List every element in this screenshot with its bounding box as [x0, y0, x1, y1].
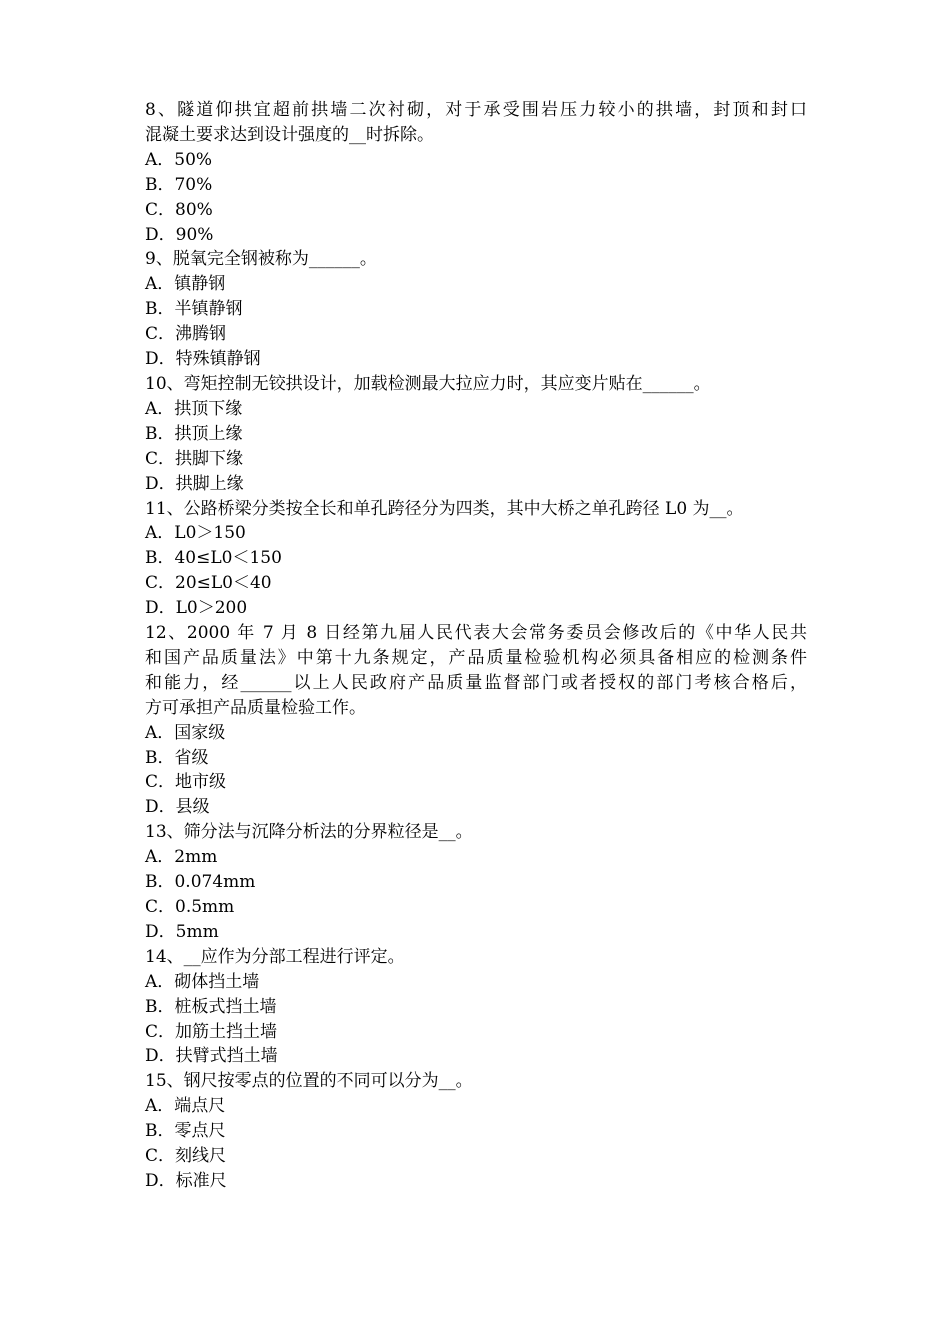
option-a: A．砌体挡土墙: [145, 971, 260, 992]
option-b: B．40≤L0＜150: [145, 548, 282, 569]
option-c: C．刻线尺: [145, 1146, 227, 1167]
option-c: C．拱脚下缘: [145, 448, 244, 469]
question-text: 方可承担产品质量检验工作。: [145, 697, 366, 718]
option-d: D．扶臂式挡土墙: [145, 1046, 278, 1067]
question-11: [145, 497, 807, 622]
option-a: A．50%: [145, 149, 213, 170]
question-text: 13、筛分法与沉降分析法的分界粒径是__。: [145, 822, 473, 843]
option-b: B．半镇静钢: [145, 299, 243, 320]
question-text: 9、脱氧完全钢被称为______。: [145, 249, 377, 270]
question-10: [145, 372, 807, 497]
option-d: D．L0＞200: [145, 598, 248, 619]
option-a: A．2mm: [145, 847, 218, 868]
question-15: [145, 1069, 807, 1194]
option-a: A．拱顶下缘: [145, 398, 243, 419]
option-b: B．桩板式挡土墙: [145, 996, 277, 1017]
question-text: 8、隧道仰拱宜超前拱墙二次衬砌，对于承受围岩压力较小的拱墙，封顶和封口: [145, 100, 807, 120]
option-d: D．拱脚上缘: [145, 473, 244, 494]
question-13: [145, 820, 807, 945]
question-text: 和国产品质量法》中第十九条规定，产品质量检验机构必须具备相应的检测条件: [145, 647, 807, 668]
option-d: D．标准尺: [145, 1170, 227, 1191]
question-text: 15、钢尺按零点的位置的不同可以分为__。: [145, 1071, 473, 1092]
option-a: A．镇静钢: [145, 274, 226, 295]
option-b: B．零点尺: [145, 1121, 226, 1142]
option-c: C．0.5mm: [145, 897, 235, 917]
option-a: A．国家级: [145, 722, 226, 743]
option-b: B．70%: [145, 174, 213, 195]
option-c: C．20≤L0＜40: [145, 573, 272, 594]
option-b: B．0.074mm: [145, 872, 256, 893]
question-text: 混凝土要求达到设计强度的__时拆除。: [145, 124, 434, 145]
option-c: C．沸腾钢: [145, 324, 227, 345]
option-c: C．地市级: [145, 772, 227, 793]
question-text: 11、公路桥梁分类按全长和单孔跨径分为四类，其中大桥之单孔跨径 L0 为__。: [145, 498, 744, 519]
question-8: [145, 98, 807, 247]
question-text: 和能力，经______以上人民政府产品质量监督部门或者授权的部门考核合格后，: [145, 672, 807, 693]
question-9: [145, 247, 807, 372]
option-d: D．5mm: [145, 921, 219, 942]
question-12: [145, 621, 807, 820]
option-a: A．端点尺: [145, 1096, 226, 1117]
question-14: [145, 945, 807, 1070]
option-d: D．特殊镇静钢: [145, 349, 261, 370]
question-text: 10、弯矩控制无铰拱设计，加载检测最大拉应力时，其应变片贴在______。: [145, 373, 711, 394]
option-a: A．L0＞150: [145, 523, 246, 544]
option-b: B．拱顶上缘: [145, 423, 243, 444]
option-c: C．加筋土挡土墙: [145, 1021, 278, 1042]
option-d: D．90%: [145, 224, 214, 245]
question-text: 14、__应作为分部工程进行评定。: [145, 946, 405, 967]
option-d: D．县级: [145, 797, 210, 818]
option-b: B．省级: [145, 747, 209, 768]
option-c: C．80%: [145, 199, 213, 220]
question-list: [145, 98, 807, 1194]
question-text: 12、2000 年 7 月 8 日经第九届人民代表大会常务委员会修改后的《中华人民共: [145, 623, 807, 644]
